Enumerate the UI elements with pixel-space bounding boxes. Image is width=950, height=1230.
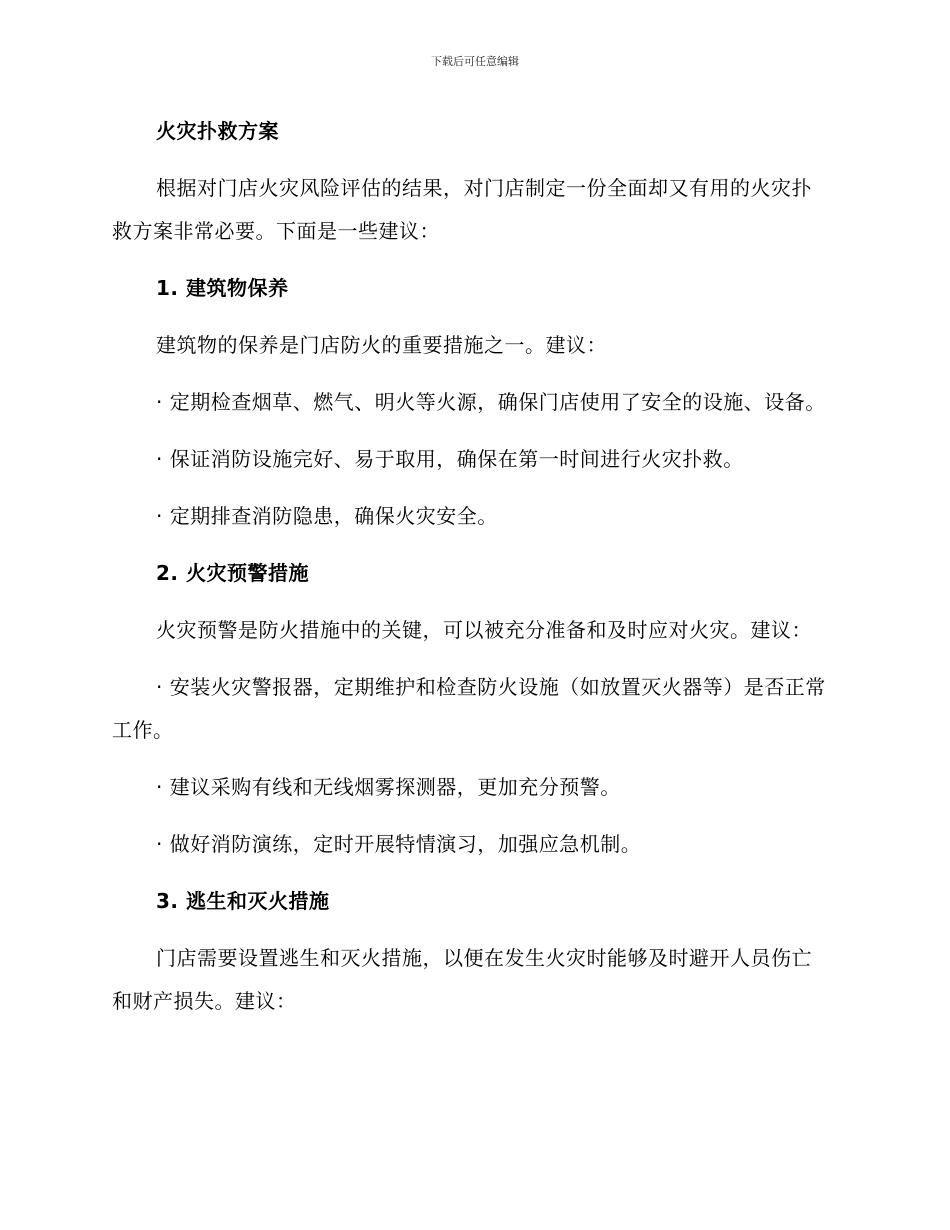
section-2-bullet-3: · 做好消防演练，定时开展特情演习，加强应急机制。 [156,832,642,856]
section-1-lead: 建筑物的保养是门店防火的重要措施之一。建议： [156,333,607,357]
intro-paragraph: 根据对门店火灾风险评估的结果，对门店制定一份全面却又有用的火灾扑救方案非常必要。下面是一些建议： [112,176,812,243]
section-1-bullet-2: · 保证消防设施完好、易于取用，确保在第一时间进行火灾扑救。 [156,447,744,471]
document-title: 火灾扑救方案 [156,119,279,143]
section-3-heading: 3. 逃生和灭火措施 [156,889,330,913]
page-header-note: 下载后可任意编辑 [431,55,519,68]
section-2-heading: 2. 火灾预警措施 [156,561,309,585]
section-2-bullet-2: · 建议采购有线和无线烟雾探测器，更加充分预警。 [156,775,621,799]
section-1-bullet-1: · 定期检查烟草、燃气、明火等火源，确保门店使用了安全的设施、设备。 [156,390,826,414]
section-2-bullet-1: · 安装火灾警报器，定期维护和检查防火设施（如放置灭火器等）是否正常工作。 [112,675,826,742]
document-body [112,110,832,1023]
section-2-lead: 火灾预警是防火措施中的关键，可以被充分准备和及时应对火灾。建议： [156,618,812,642]
section-1-heading: 1. 建筑物保养 [156,276,289,300]
section-1-bullet-3: · 定期排查消防隐患，确保火灾安全。 [156,504,498,528]
section-3-lead: 门店需要设置逃生和灭火措施，以便在发生火灾时能够及时避开人员伤亡和财产损失。建议： [112,946,812,1013]
